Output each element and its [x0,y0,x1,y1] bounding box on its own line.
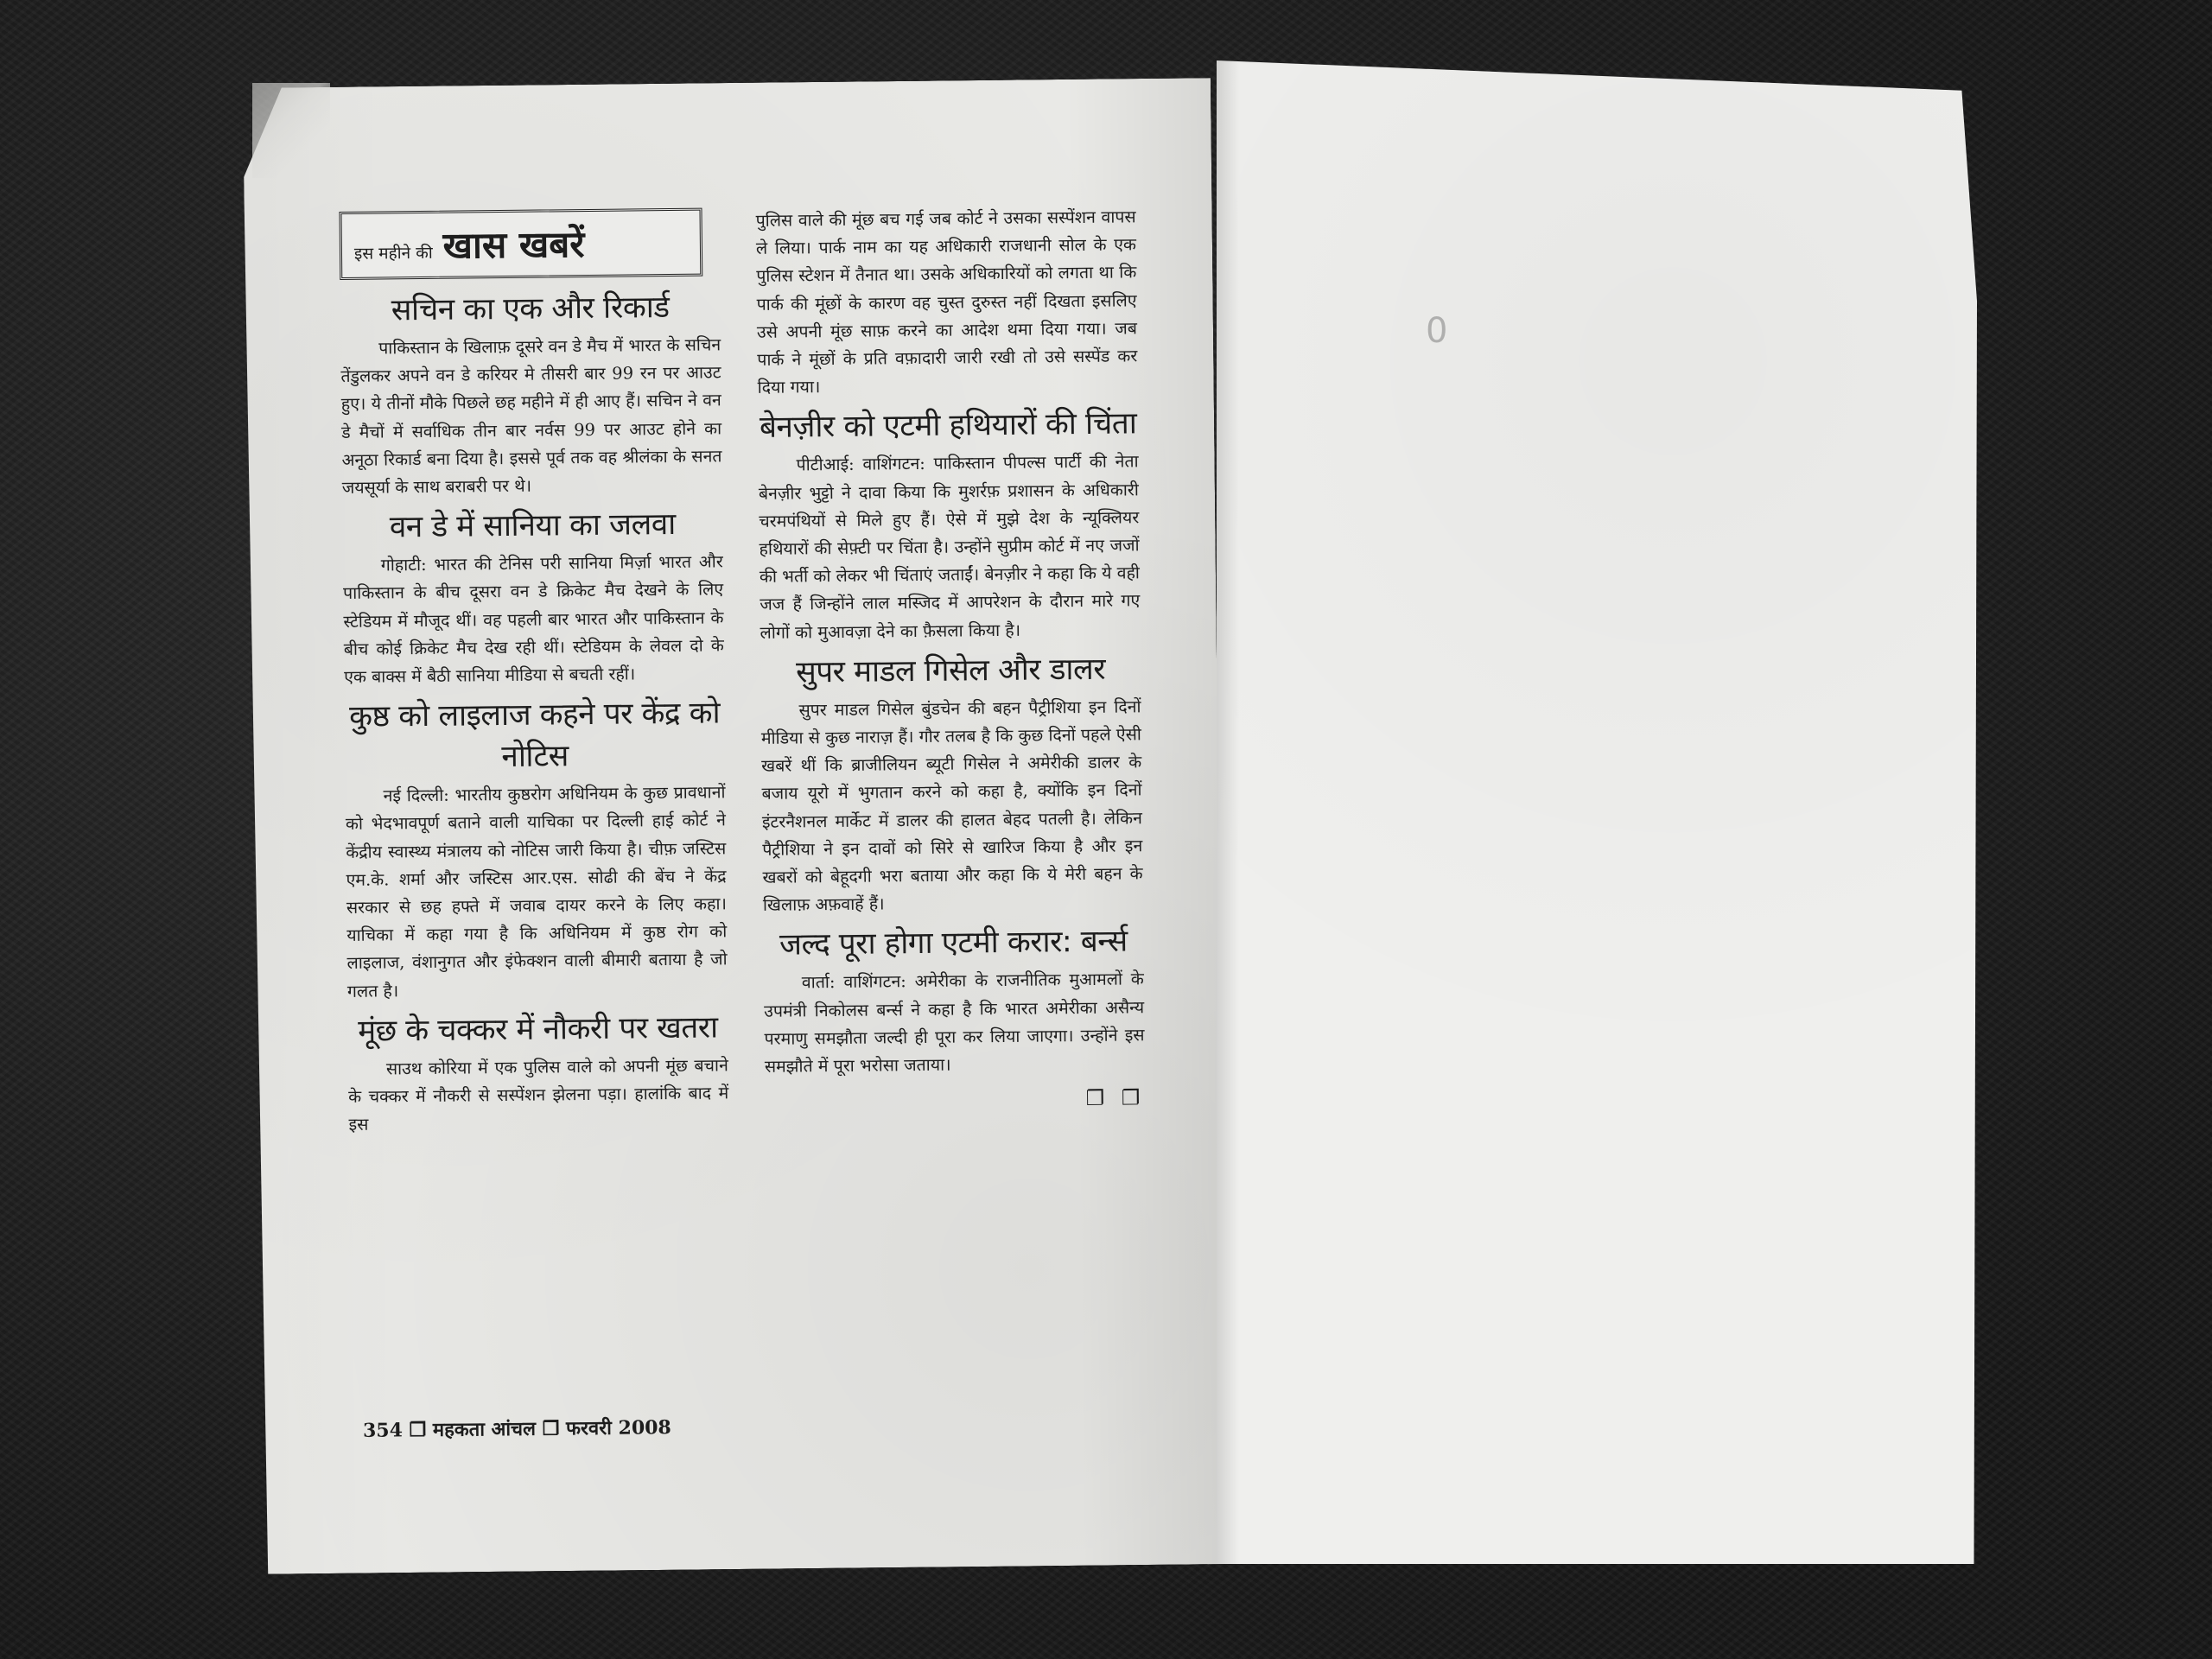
end-of-section-marks: ❐ ❐ [1085,1085,1146,1111]
article-leprosy: नई दिल्ली: भारतीय कुष्ठरोग अधिनियम के कुछ प्रावधानों को भेदभावपूर्ण बताने वाली याचिका पर दिल्ली हाई कोर्ट ने केंद्रीय स्वास्थ्य मंत्रालय को नोटिस जारी किया है। चीफ़ जस्टिस एम.के. शर्मा और जस्टिस आर.एस. सोढी की बेंच ने केंद्र सरकार से छह हफ्ते में जवाब दायर करने के लिए कहा। याचिका में कहा गया है कि अधिनियम में कुष्ठ रोग को लाइलाज, वंशानुगत और इंफेक्शन वाली बीमारी बताया है जो गलत है। [345,782,728,1001]
headline-benazir: बेनज़ीर को एटमी हथियारों की चिंता [759,406,1137,446]
article-moustache: साउथ कोरिया में एक पुलिस वाले को अपनी मूंछ बचाने के चक्कर में नौकरी से सस्पेंशन झेलना पड़ा। हालांकि बाद में इस [348,1055,729,1135]
headline-moustache: मूंछ के चक्कर में नौकरी पर खतरा [357,1010,718,1049]
blank-right-page [1217,60,1977,1564]
article-burns: वार्ता: वाशिंगटन: अमेरीका के राजनीतिक मुआमलों के उपमंत्री निकोलस बर्न्स ने कहा है कि भारत अमेरीका असैन्य परमाणु समझौता जल्दी ही पूरा कर लिया जाएगा। उन्होंने इस समझौते में पूरा भरोसा जताया। [764,969,1145,1077]
page-footer: 354 ❐ महकता आंचल ❐ फरवरी 2008 [362,1416,671,1442]
banner-title: खास खबरें [442,223,585,267]
page-text [339,203,1168,1456]
banner-prefix: इस महीने की [353,243,433,264]
section-banner [339,208,702,280]
headline-sania: वन डे में सानिया का जलवा [389,507,676,545]
faint-pencil-mark: 0 [1426,311,1448,351]
article-sania: गोहाटी: भारत की टेनिस परी सानिया मिर्ज़ा भारत और पाकिस्तान के बीच दूसरा वन डे क्रिकेट मैच देखने के लिए स्टेडियम में मौजूद थीं। वह पहली बार भारत और पाकिस्तान के बीच कोई क्रिकेट मैच देख रही थीं। स्टेडियम के लेवल दो के एक बाक्स में बैठी सानिया मीडिया से बचती रहीं। [342,551,724,687]
headline-leprosy: कुष्ठ को लाइलाज कहने पर केंद्र को नोटिस [348,696,721,775]
article-benazir: पीटीआई: वाशिंगटन: पाकिस्तान पीपल्स पार्टी की नेता बेनज़ीर भुट्टो ने दावा किया कि मुशर्रफ़ प्रशासन के अधिकारी चरमपंथियों से मिले हुए हैं। ऐसे में मुझे देश के न्यूक्लियर हथियारों की सेफ़्टी पर चिंता है। उन्होंने सुप्रीम कोर्ट में नए जजों की भर्ती को लेकर भी चिंताएं जताईं। बेनज़ीर ने कहा कि ये वही जज हैं जिन्होंने लाल मस्जिद में आपरेशन के दौरान मारे गए लोगों को मुआवज़ा देने का फ़ैसला किया है। [758,451,1141,643]
headline-sachin: सचिन का एक और रिकार्ड [391,289,670,328]
headline-burns: जल्द पूरा होगा एटमी करार: बर्न्स [779,924,1128,963]
headline-gisele: सुपर माडल गिसेल और डालर [795,652,1106,690]
article-sachin: पाकिस्तान के खिलाफ़ दूसरे वन डे मैच में भारत के सचिन तेंडुलकर अपने वन डे करियर मे तीसरी बार 99 रन पर आउट हुए। ये तीनों मौके पिछले छह महीने में ही आए हैं। सचिन ने वन डे मैचों में सर्वाधिक तीन बार नर्वस 99 पर आउट होने का अनूठा रिकार्ड बना दिया है। इससे पूर्व तक वह श्रीलंका के सनत जयसूर्या के साथ बराबरी पर थे। [340,334,722,498]
right-column [755,203,1145,1114]
left-column [339,207,728,1139]
article-gisele: सुपर माडल गिसेल बुंडचेन की बहन पैट्रीशिया इन दिनों मीडिया से कुछ नाराज़ हैं। गौर तलब है कि कुछ दिनों पहले ऐसी खबरें थीं कि ब्राजीलियन ब्यूटी गिसेल ने अमेरीकी डालर के बजाय यूरो में भुगतान करने को कहा है, क्योंकि इन दिनों इंटरनैशनल मार्केट में डालर की हालत बेहद पतली है। लेकिन पैट्रीशिया ने इन दावों को सिरे से खारिज किया है और इन खबरों को बेहूदगी भरा बताया और कहा कि ये मेरी बहन के खिलाफ़ अफ़वाहें हैं। [760,696,1143,916]
article-moustache-continued: पुलिस वाले की मूंछ बच गई जब कोर्ट ने उसका सस्पेंशन वापस ले लिया। पार्क नाम का यह अधिकारी राजधानी सोल के एक पुलिस स्टेशन में तैनात था। उसके अधिकारियों को लगता था कि पार्क की मूंछों के कारण वह चुस्त दुरुस्त नहीं दिखता इसलिए उसे अपनी मूंछ साफ़ करने का आदेश थमा दिया गया। जब पार्क ने मूंछों के प्रति वफ़ादारी जारी रखी तो उसे सस्पेंड कर दिया गया। [755,207,1138,398]
worn-corner [252,83,330,178]
